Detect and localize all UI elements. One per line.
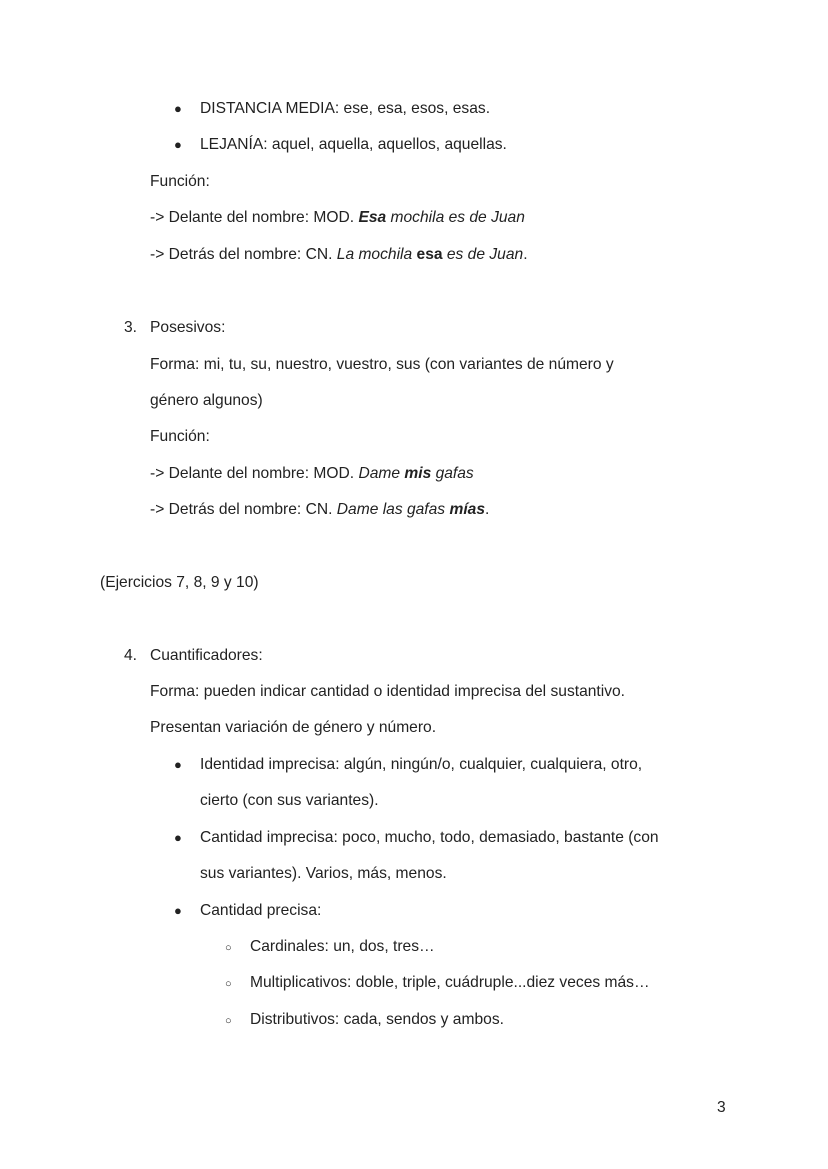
- bullet-marker: ●: [174, 101, 182, 116]
- bullet-marker: ●: [174, 903, 182, 918]
- bullet-cantidad-precisa: Cantidad precisa:: [200, 902, 322, 919]
- section-number: 4.: [124, 647, 138, 664]
- posesivos-after-example: -> Detrás del nombre: CN. Dame las gafas mías.: [150, 501, 490, 518]
- bullet-cantidad-imprecisa: Cantidad imprecisa: poco, mucho, todo, demasiado, bastante (con: [200, 829, 659, 846]
- funcion-label: Función:: [150, 173, 210, 190]
- bullet-lejania: LEJANÍA: aquel, aquella, aquellos, aquellas.: [200, 136, 507, 153]
- bullet-marker: ●: [174, 757, 182, 772]
- sub-bullet-marker: ○: [225, 942, 232, 954]
- sub-bullet-marker: ○: [225, 978, 232, 990]
- sub-bullet-marker: ○: [225, 1015, 232, 1027]
- posesivos-forma-line1: Forma: mi, tu, su, nuestro, vuestro, sus (con variantes de número y: [150, 356, 614, 373]
- demonstrative-before-example: -> Delante del nombre: MOD. Esa mochila es de Juan: [150, 209, 525, 226]
- cuantificadores-forma-line2: Presentan variación de género y número.: [150, 719, 437, 736]
- demonstrative-after-example: -> Detrás del nombre: CN. La mochila esa es de Juan.: [150, 246, 528, 263]
- subitem-multiplicativos: Multiplicativos: doble, triple, cuádruple...diez veces más…: [250, 974, 650, 991]
- section-title-posesivos: Posesivos:: [150, 319, 226, 336]
- bullet-marker: ●: [174, 137, 182, 152]
- bullet-marker: ●: [174, 830, 182, 845]
- page-number: 3: [717, 1099, 726, 1116]
- bullet-distancia-media: DISTANCIA MEDIA: ese, esa, esos, esas.: [200, 100, 491, 117]
- bullet-identidad-imprecisa-cont: cierto (con sus variantes).: [200, 792, 379, 809]
- posesivos-forma-line2: género algunos): [150, 392, 263, 409]
- cuantificadores-forma-line1: Forma: pueden indicar cantidad o identidad imprecisa del sustantivo.: [150, 683, 626, 700]
- bullet-identidad-imprecisa: Identidad imprecisa: algún, ningún/o, cualquier, cualquiera, otro,: [200, 756, 643, 773]
- subitem-cardinales: Cardinales: un, dos, tres…: [250, 938, 435, 955]
- exercises-note: (Ejercicios 7, 8, 9 y 10): [100, 574, 259, 591]
- subitem-distributivos: Distributivos: cada, sendos y ambos.: [250, 1011, 504, 1028]
- section-number: 3.: [124, 319, 138, 336]
- section-title-cuantificadores: Cuantificadores:: [150, 647, 263, 664]
- bullet-cantidad-imprecisa-cont: sus variantes). Varios, más, menos.: [200, 865, 447, 882]
- posesivos-before-example: -> Delante del nombre: MOD. Dame mis gafas: [150, 465, 474, 482]
- funcion-label: Función:: [150, 428, 210, 445]
